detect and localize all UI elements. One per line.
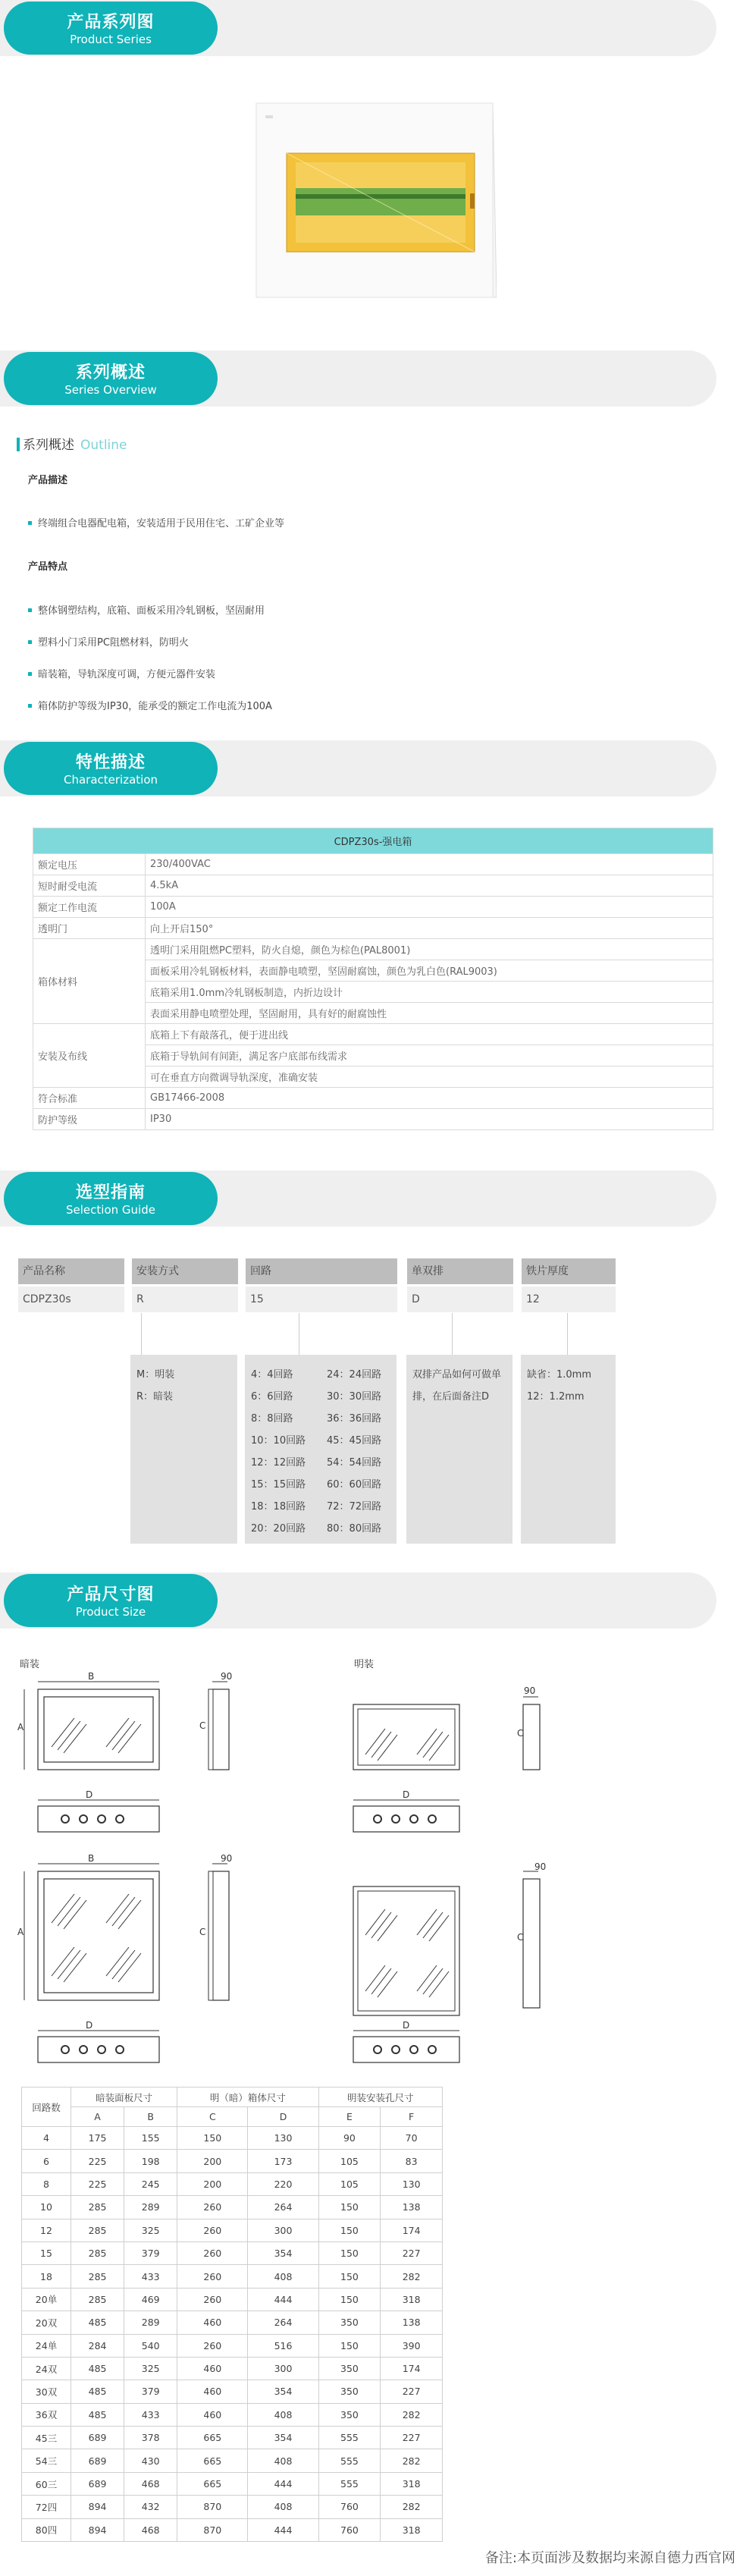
guide-option: 排，在后面备注D [412,1391,490,1403]
overview-title-text: 系列概述 [23,438,74,453]
dimension-cell: 318 [381,2288,443,2311]
dimension-cell: 408 [248,2496,318,2518]
guide-col-value: 12 [522,1286,616,1312]
dimension-cell: 200 [177,2150,248,2172]
dimension-cell: 300 [248,2219,318,2241]
dimension-cell: 227 [381,2380,443,2403]
dimension-cell: 264 [248,2196,318,2219]
dimension-cell: 174 [381,2357,443,2380]
section-title-en: Characterization [63,773,158,787]
dimension-cell: 285 [71,2288,124,2311]
table-row [22,2265,443,2288]
table-row [33,1109,713,1130]
dimension-cell: 260 [177,2219,248,2241]
feature-item: 暗装箱，导轨深度可调，方便元器件安装 [28,666,215,680]
size-table-body [22,2127,443,2542]
spec-label: 防护等级 [33,1109,146,1130]
guide-option: 8：8回路 [251,1413,293,1425]
dim-d-label: D [86,1789,93,1800]
guide-col-label: 单双排 [407,1258,513,1284]
dimension-cell: 325 [124,2357,177,2380]
feature-heading: 产品特点 [28,561,68,573]
dimension-cell: 408 [248,2403,318,2426]
dimension-cell: 350 [318,2403,381,2426]
circuit-count-cell: 20单 [22,2288,71,2311]
circuit-count-cell: 15 [22,2241,71,2264]
guide-option: 54：54回路 [327,1457,382,1469]
dimension-cell: 318 [381,2518,443,2541]
table-row [22,2357,443,2380]
spec-value: IP30 [146,1109,713,1130]
guide-col-label: 回路 [246,1258,397,1284]
dim-b-label: B [88,1671,95,1682]
dimension-cell: 390 [381,2334,443,2357]
spec-table [33,828,713,1130]
circuit-count-cell: 12 [22,2219,71,2241]
table-row [22,2311,443,2334]
dimension-cell: 350 [318,2380,381,2403]
dimension-cell: 282 [381,2496,443,2518]
spec-label: 额定电压 [33,854,146,875]
spec-label: 符合标准 [33,1088,146,1109]
dimension-cell: 460 [177,2311,248,2334]
dimension-cell: 540 [124,2334,177,2357]
table-row [22,2196,443,2219]
size-table [21,2087,443,2542]
table-row [22,2380,443,2403]
guide-connector [567,1313,568,1355]
circuit-count-cell: 4 [22,2127,71,2150]
dimension-cell: 689 [71,2449,124,2472]
dimension-cell: 284 [71,2334,124,2357]
spec-value: GB17466-2008 [146,1088,713,1109]
table-row [22,2241,443,2264]
dimension-cell: 285 [71,2265,124,2288]
spec-value: 向上开启150° [146,918,713,939]
guide-option: 45：45回路 [327,1435,382,1447]
col-header: D [248,2107,318,2127]
spec-value: 透明门采用阻燃PC塑料，防火自熄，颜色为棕色(PAL8001) [146,939,713,960]
dimension-cell: 555 [318,2427,381,2449]
dimension-cell: 485 [71,2380,124,2403]
desc-heading: 产品描述 [28,475,68,486]
guide-option: 36：36回路 [327,1413,382,1425]
spec-value: 表面采用静电喷塑处理，坚固耐用，具有好的耐腐蚀性 [146,1003,713,1024]
dimension-cell: 760 [318,2518,381,2541]
section-title-en: Product Size [75,1605,146,1619]
section-title-en: Series Overview [64,383,157,397]
spec-label: 短时耐受电流 [33,875,146,897]
dimension-cell: 150 [318,2334,381,2357]
dimension-cell: 665 [177,2449,248,2472]
circuit-count-cell: 45三 [22,2427,71,2449]
dimension-cell: 155 [124,2127,177,2150]
section-header-overview [0,350,716,407]
circuit-count-cell: 60三 [22,2472,71,2495]
spec-label: 安装及布线 [33,1024,146,1088]
guide-options-rows [406,1355,512,1544]
drawing-surface-small [349,1673,591,1851]
guide-option: 20：20回路 [251,1523,306,1535]
dimension-cell: 468 [124,2472,177,2495]
circuit-count-cell: 54三 [22,2449,71,2472]
dimension-cell: 130 [381,2172,443,2195]
spec-label: 透明门 [33,918,146,939]
dimension-cell: 354 [248,2427,318,2449]
dimension-cell: 350 [318,2357,381,2380]
dimension-cell: 689 [71,2427,124,2449]
table-row [33,854,713,875]
table-row [22,2472,443,2495]
dimension-cell: 227 [381,2427,443,2449]
col-header: 明装安装孔尺寸 [318,2088,442,2107]
dimension-cell: 260 [177,2241,248,2264]
guide-option: 缺省：1.0mm [527,1369,592,1381]
dimension-cell: 173 [248,2150,318,2172]
drawing-concealed-small [15,1673,334,1851]
dim-c-label: C [199,1720,206,1731]
col-header: A [71,2107,124,2127]
dimension-cell: 430 [124,2449,177,2472]
guide-option: 15：15回路 [251,1479,306,1491]
col-header: 回路数 [22,2088,71,2127]
col-header: F [381,2107,443,2127]
dimension-cell: 198 [124,2150,177,2172]
guide-col-value: R [132,1286,238,1312]
dimension-cell: 175 [71,2127,124,2150]
dimension-cell: 379 [124,2241,177,2264]
spec-value: 底箱上下有敲落孔，便于进出线 [146,1024,713,1045]
table-row [22,2288,443,2311]
dimension-cell: 485 [71,2357,124,2380]
dimension-cell: 870 [177,2518,248,2541]
dimension-cell: 444 [248,2288,318,2311]
label-surface: 明装 [354,1659,375,1670]
desc-item: 终端组合电器配电箱，安装适用于民用住宅、工矿企业等 [28,515,284,529]
spec-value: 底箱采用1.0mm冷轧钢板制造，内折边设计 [146,982,713,1003]
guide-options-thickness [521,1355,616,1544]
guide-col-label: 安装方式 [132,1258,238,1284]
dimension-cell: 689 [71,2472,124,2495]
dim-d-label: D [403,2020,410,2031]
circuit-count-cell: 24双 [22,2357,71,2380]
section-pill [4,742,218,795]
circuit-count-cell: 10 [22,2196,71,2219]
dimension-cell: 245 [124,2172,177,2195]
dimension-cell: 485 [71,2311,124,2334]
section-title-cn: 产品尺寸图 [67,1585,155,1604]
table-row [33,1088,713,1109]
dimension-cell: 285 [71,2219,124,2241]
spec-table-title: CDPZ30s-强电箱 [33,828,713,854]
feature-item: 箱体防护等级为IP30，能承受的额定工作电流为100A [28,698,272,712]
table-row [22,2449,443,2472]
guide-col-value: D [407,1286,513,1312]
drawing-surface-large [349,1855,591,2071]
guide-connector [141,1313,142,1355]
section-pill [4,2,218,55]
dimension-cell: 260 [177,2334,248,2357]
dimension-cell: 285 [71,2196,124,2219]
dimension-cell: 150 [318,2241,381,2264]
col-header: E [318,2107,381,2127]
guide-option: 60：60回路 [327,1479,382,1491]
section-title-cn: 选型指南 [75,1183,146,1202]
dim-c-label: C [517,1728,524,1739]
dimension-cell: 260 [177,2288,248,2311]
table-row [22,2127,443,2150]
dimension-cell: 225 [71,2150,124,2172]
dim-c-label: C [517,1932,524,1943]
dimension-cell: 138 [381,2196,443,2219]
dimension-cell: 138 [381,2311,443,2334]
dim-a-label: A [17,1722,24,1733]
section-title-cn: 产品系列图 [67,13,155,32]
overview-title [17,434,127,453]
dim-depth-label: 90 [221,1671,233,1682]
dimension-cell: 433 [124,2265,177,2288]
section-pill [4,1172,218,1225]
section-pill [4,352,218,405]
dimension-cell: 130 [248,2127,318,2150]
dimension-cell: 318 [381,2472,443,2495]
table-row [22,2427,443,2449]
section-title-cn: 系列概述 [75,363,146,382]
circuit-count-cell: 18 [22,2265,71,2288]
circuit-count-cell: 24单 [22,2334,71,2357]
section-pill [4,1574,218,1627]
dimension-cell: 460 [177,2403,248,2426]
circuit-count-cell: 36双 [22,2403,71,2426]
col-header: 暗装面板尺寸 [71,2088,177,2107]
drawing-concealed-large [15,1855,334,2071]
col-header: B [124,2107,177,2127]
dimension-cell: 289 [124,2196,177,2219]
dimension-cell: 227 [381,2241,443,2264]
guide-option: 72：72回路 [327,1501,382,1513]
table-row [33,875,713,897]
label-concealed: 暗装 [20,1659,40,1670]
dim-d-label: D [86,2020,93,2031]
product-image [250,99,497,302]
dimension-cell: 90 [318,2127,381,2150]
dimension-cell: 354 [248,2241,318,2264]
dimension-cell: 174 [381,2219,443,2241]
guide-options-circuits [245,1355,397,1544]
guide-col-value: CDPZ30s [18,1286,124,1312]
dimension-cell: 354 [248,2380,318,2403]
dimension-cell: 260 [177,2265,248,2288]
dimension-cell: 378 [124,2427,177,2449]
dimension-cell: 894 [71,2518,124,2541]
table-row [33,939,713,960]
dimension-cell: 408 [248,2265,318,2288]
feature-item: 塑料小门采用PC阻燃材料，防明火 [28,634,189,649]
dimension-cell: 408 [248,2449,318,2472]
dimension-cell: 870 [177,2496,248,2518]
dimension-cell: 444 [248,2518,318,2541]
section-title-en: Selection Guide [66,1203,155,1217]
guide-col-label: 铁片厚度 [522,1258,616,1284]
footer-note: 备注:本页面涉及数据均来源自德力西官网 [484,2550,735,2566]
table-row [22,2334,443,2357]
table-row [22,2518,443,2541]
dim-b-label: B [88,1853,95,1864]
dimension-cell: 469 [124,2288,177,2311]
dimension-cell: 150 [318,2265,381,2288]
title-bar [17,438,20,451]
guide-option: 24：24回路 [327,1369,382,1381]
table-row [22,2150,443,2172]
dimension-cell: 665 [177,2472,248,2495]
dimension-cell: 105 [318,2172,381,2195]
guide-col-label: 产品名称 [18,1258,124,1284]
table-row [33,918,713,939]
dimension-cell: 220 [248,2172,318,2195]
dimension-cell: 260 [177,2196,248,2219]
dim-a-label: A [17,1927,24,1937]
guide-option: 12：12回路 [251,1457,306,1469]
dimension-cell: 350 [318,2311,381,2334]
spec-value: 100A [146,897,713,918]
feature-item: 整体钢塑结构，底箱、面板采用冷轧钢板，坚固耐用 [28,602,265,617]
circuit-count-cell: 20双 [22,2311,71,2334]
guide-connector [452,1313,453,1355]
dimension-cell: 485 [71,2403,124,2426]
guide-options-mount [130,1355,237,1544]
guide-col-value: 15 [246,1286,397,1312]
section-title-cn: 特性描述 [75,753,146,772]
dimension-cell: 516 [248,2334,318,2357]
spec-label: 额定工作电流 [33,897,146,918]
dimension-cell: 432 [124,2496,177,2518]
dimension-cell: 460 [177,2380,248,2403]
dimension-cell: 555 [318,2449,381,2472]
dimension-cell: 150 [318,2288,381,2311]
guide-option: 18：18回路 [251,1501,306,1513]
spec-value: 面板采用冷轧钢板材料，表面静电喷塑，坚固耐腐蚀，颜色为乳白色(RAL9003) [146,960,713,982]
dimension-cell: 325 [124,2219,177,2241]
col-header: 明（暗）箱体尺寸 [177,2088,318,2107]
overview-outline-text: Outline [80,438,127,453]
dim-c-label: C [199,1927,206,1937]
circuit-count-cell: 30双 [22,2380,71,2403]
dimension-cell: 468 [124,2518,177,2541]
dimension-cell: 282 [381,2449,443,2472]
guide-option: M：明装 [136,1369,175,1381]
section-header-size [0,1572,716,1629]
dimension-cell: 264 [248,2311,318,2334]
guide-option: 4：4回路 [251,1369,293,1381]
spec-value: 4.5kA [146,875,713,897]
dim-depth-label: 90 [524,1685,536,1696]
dim-depth-label: 90 [534,1861,547,1872]
guide-option: 80：80回路 [327,1523,382,1535]
guide-option: 30：30回路 [327,1391,382,1403]
dimension-cell: 83 [381,2150,443,2172]
dimension-cell: 70 [381,2127,443,2150]
dimension-cell: 150 [318,2196,381,2219]
dimension-cell: 300 [248,2357,318,2380]
guide-option: R：暗装 [136,1391,174,1403]
col-header: C [177,2107,248,2127]
dimension-cell: 444 [248,2472,318,2495]
dimension-cell: 289 [124,2311,177,2334]
dimension-cell: 379 [124,2380,177,2403]
dimension-cell: 150 [177,2127,248,2150]
dimension-cell: 282 [381,2403,443,2426]
section-header-characterization [0,740,716,796]
table-row [22,2172,443,2195]
dimension-cell: 150 [318,2219,381,2241]
table-row [33,1024,713,1045]
guide-option: 10：10回路 [251,1435,306,1447]
dimension-cell: 200 [177,2172,248,2195]
spec-label: 箱体材料 [33,939,146,1024]
dim-depth-label: 90 [221,1853,233,1864]
dim-d-label: D [403,1789,410,1800]
dimension-cell: 460 [177,2357,248,2380]
spec-value: 可在垂直方向微调导轨深度，准确安装 [146,1067,713,1088]
dimension-cell: 285 [71,2241,124,2264]
table-row [33,897,713,918]
dimension-cell: 894 [71,2496,124,2518]
circuit-count-cell: 72四 [22,2496,71,2518]
guide-option: 双排产品如何可做单 [412,1369,502,1381]
dimension-cell: 225 [71,2172,124,2195]
dimension-cell: 555 [318,2472,381,2495]
dimension-cell: 433 [124,2403,177,2426]
spec-value: 底箱于导轨间有间距，满足客户底部布线需求 [146,1045,713,1067]
circuit-count-cell: 6 [22,2150,71,2172]
dimension-cell: 760 [318,2496,381,2518]
spec-value: 230/400VAC [146,854,713,875]
section-title-en: Product Series [70,33,152,46]
section-header-series [0,0,716,56]
guide-option: 6：6回路 [251,1391,293,1403]
circuit-count-cell: 80四 [22,2518,71,2541]
table-row [22,2403,443,2426]
circuit-count-cell: 8 [22,2172,71,2195]
guide-option: 12：1.2mm [527,1391,585,1403]
table-row [22,2496,443,2518]
table-row [22,2219,443,2241]
dimension-cell: 105 [318,2150,381,2172]
dimension-cell: 282 [381,2265,443,2288]
section-header-guide [0,1170,716,1227]
dimension-cell: 665 [177,2427,248,2449]
